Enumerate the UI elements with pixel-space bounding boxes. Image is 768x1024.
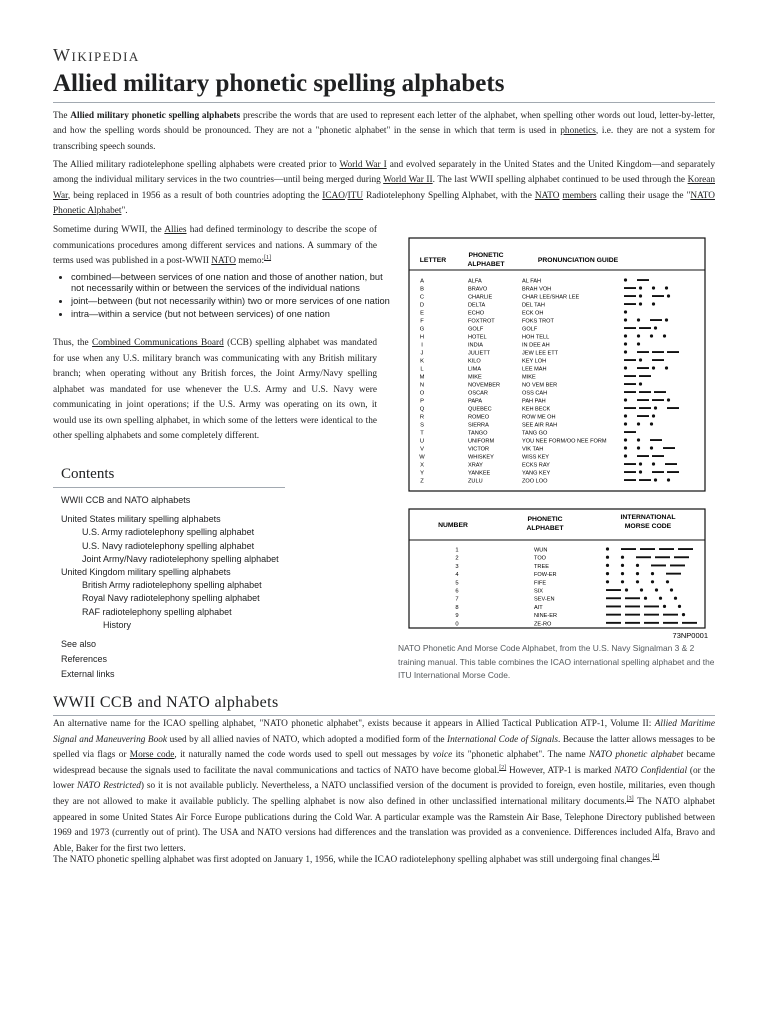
phonetic-word: QUEBEC [468, 406, 492, 413]
morse-dot [636, 572, 639, 575]
morse-dash [659, 548, 674, 550]
page-title: Allied military phonetic spelling alphabets [53, 70, 715, 103]
morse-dash [624, 391, 636, 393]
pronunciation: ECKS RAY [522, 462, 550, 469]
number-word: AIT [534, 604, 543, 611]
intro-paragraph-3: Sometime during WWII, the Allies had defined terminology to describe the scope of communications procedures among different services and nations. A summary of the terms used was published in a post-WWII NATO memo:[1] [53, 225, 377, 266]
morse-dash [663, 614, 678, 616]
phonetic-word: KILO [468, 358, 481, 365]
morse-dot [639, 286, 642, 289]
morse-dot [624, 342, 627, 345]
morse-dash [606, 622, 621, 624]
morse-dash [652, 455, 664, 457]
letter-cell: X [420, 462, 424, 469]
morse-dot [652, 414, 655, 417]
number-cell: 8 [455, 604, 459, 611]
morse-dash [624, 327, 636, 329]
number-cell: 4 [455, 572, 459, 579]
morse-dot [682, 613, 685, 616]
morse-dot [621, 556, 624, 559]
letter-cell: W [419, 454, 425, 461]
phonetic-word: OSCAR [468, 390, 488, 397]
number-word: ZE-RO [534, 621, 552, 628]
toc-item[interactable]: External links [61, 669, 115, 680]
figure-code: 73NP0001 [672, 631, 708, 639]
alphabet-table-image [398, 236, 716, 639]
morse-dash [639, 391, 651, 393]
phonetic-word: PAPA [468, 398, 483, 405]
morse-dash [663, 447, 675, 449]
morse-dot [606, 572, 609, 575]
pronunciation: SEE AIR RAH [522, 422, 558, 429]
header-phonetic-2: PHONETIC [527, 516, 563, 523]
morse-dash [678, 548, 693, 550]
header-letter: LETTER [419, 257, 447, 264]
morse-dash [674, 556, 689, 558]
letter-cell: P [420, 398, 424, 405]
morse-dash [644, 614, 659, 616]
link-nato[interactable]: NATO [534, 190, 560, 201]
phonetic-word: YANKEE [468, 470, 491, 477]
pronunciation: ROW ME OH [522, 414, 556, 421]
intro-paragraph-2: The Allied military radiotelephone spelling alphabets were created prior to World War I and evolved separately in the United States and the United Kingdom—and separately among the individual military services in the two countries—until being merged during World War II. The last WWII spelling alphabet continued to be used through the Korean War, being replaced in 1956 as a result of both countries adopting the ICAO/ITU Radiotelephony Spelling Alphabet, with the NATO members calling their usage the "NATO Phonetic Alphabet". [53, 160, 715, 216]
toc-item[interactable]: United States military spelling alphabets [61, 514, 221, 525]
morse-dot [650, 422, 653, 425]
morse-dash [655, 556, 670, 558]
morse-dash [624, 463, 636, 465]
morse-dash [624, 407, 636, 409]
morse-dot [665, 318, 668, 321]
morse-dash [667, 351, 679, 353]
toc-item[interactable]: See also [61, 639, 97, 650]
toc-item[interactable]: U.S. Army radiotelephony spelling alphabet [82, 527, 255, 538]
phonetic-word: XRAY [468, 462, 483, 469]
letter-cell: U [419, 438, 425, 445]
section-paragraph-1: An alternative name for the ICAO spelling alphabet, "NATO phonetic alphabet", exists because it appears in Allied Tactical Publication ATP-1, Volume II: Allied Maritime Signal and Maneuvering Book used by all allied navies of NATO, which adopted a modified form of the International Code of Signals. Because the latter allows messages to be spelled via flags or Morse code, it naturally named the code words used to spell out messages by voice its "phonetic alphabet". The name NATO phonetic alphabet became widespread because the signals used to facilitate the naval communications and tactics of NATO have become global.[2] However, ATP-1 is marked NATO Confidential (or the lower NATO Restricted) so it is not available publicly. Nevertheless, a NATO unclassified version of the document is provided to foreign, even hostile, militaries, even though they are not allowed to make it available publicly. The spelling alphabet is now also defined in other unclassified international military documents.[3] The NATO alphabet appeared in some United States Air Force Europe publications during the Cold War. A particular example was the Ramstein Air Base, Telephone Directory published between 1969 and 1973 (currently out of print). The USA and NATO versions had differences and the translation was provided as a convenience. Differences included Alfa, Bravo and Able, Baker for the first two letters. [53, 719, 715, 854]
morse-dot [606, 564, 609, 567]
header-alphabet: ALPHABET [467, 261, 505, 268]
pronunciation: ECK OH [522, 310, 544, 317]
number-word: SEV-EN [534, 596, 555, 603]
morse-dash [652, 399, 664, 401]
letter-cell: H [419, 334, 425, 341]
morse-dash [606, 614, 621, 616]
morse-dash [666, 573, 681, 575]
link-morse-code[interactable]: Morse code [129, 750, 175, 761]
number-word: TOO [534, 555, 547, 562]
morse-dot [624, 446, 627, 449]
morse-dot [637, 422, 640, 425]
morse-dash [652, 359, 664, 361]
terms-list [53, 272, 393, 322]
letter-cell: R [419, 414, 425, 421]
morse-dash [650, 319, 662, 321]
morse-dot [665, 366, 668, 369]
link-allies[interactable]: Allies [164, 225, 187, 235]
letter-cell: V [420, 446, 424, 453]
morse-dash [665, 463, 677, 465]
morse-dot [606, 580, 609, 583]
letter-cell: F [420, 318, 424, 325]
morse-dash [667, 471, 679, 473]
phonetic-word: SIERRA [468, 422, 489, 429]
morse-dash [644, 606, 659, 608]
morse-dot [624, 438, 627, 441]
morse-dash [639, 479, 651, 481]
morse-dot [639, 358, 642, 361]
morse-dash [682, 622, 697, 624]
pronunciation: MIKE [522, 374, 536, 381]
morse-dot [650, 446, 653, 449]
phonetic-word: ZULU [468, 478, 483, 485]
number-word: FIFE [534, 580, 547, 587]
pronunciation: GOLF [522, 326, 538, 333]
morse-dash [667, 407, 679, 409]
toc-item[interactable]: Royal Navy radiotelephony spelling alphabet [82, 593, 260, 604]
phonetic-word: LIMA [468, 366, 482, 373]
letter-cell: L [420, 366, 424, 373]
nato-alphabet-figure [398, 236, 716, 639]
morse-dot [678, 605, 681, 608]
number-cell: 0 [455, 621, 459, 628]
morse-dash [644, 622, 659, 624]
morse-dash [639, 375, 651, 377]
pronunciation: PAH PAH [522, 398, 546, 405]
morse-dot [652, 286, 655, 289]
letter-cell: S [420, 422, 424, 429]
phonetic-word: HOTEL [468, 334, 487, 341]
morse-dot [674, 597, 677, 600]
toc-item[interactable]: Joint Army/Navy radiotelephony spelling alphabet [82, 553, 279, 564]
morse-dash [639, 407, 651, 409]
morse-dot [639, 470, 642, 473]
pronunciation: YOU NEE FORM/OO NEE FORM [522, 438, 607, 445]
citation-2[interactable]: [2] [499, 764, 507, 771]
toc-item[interactable]: RAF radiotelephony spelling alphabet [82, 606, 232, 617]
morse-dot [621, 580, 624, 583]
wikipedia-wordmark[interactable]: Wikipedia [53, 45, 140, 65]
morse-dash [650, 439, 662, 441]
letter-cell: D [419, 302, 425, 309]
list-item: • combined—between services of one nation and those of another nation, but not necessarily within or between the services of the individual nations [71, 272, 393, 294]
morse-dash [625, 614, 640, 616]
morse-dot [624, 414, 627, 417]
morse-dash [624, 431, 636, 433]
letter-cell: A [420, 278, 424, 285]
letter-cell: C [419, 294, 425, 301]
phonetic-word: JULIETT [468, 350, 491, 357]
morse-dot [637, 342, 640, 345]
number-cell: 1 [455, 547, 459, 554]
bold-term: Allied military phonetic spelling alphabets [70, 111, 241, 121]
pronunciation: YANG KEY [522, 470, 551, 477]
toc-item[interactable]: WWII CCB and NATO alphabets [61, 495, 191, 505]
phonetic-word: GOLF [468, 326, 484, 333]
pronunciation: JEW LEE ETT [522, 350, 559, 357]
morse-dash [621, 548, 636, 550]
morse-dot [655, 588, 658, 591]
link-nato-phonetic-alphabet[interactable]: NATO Phonetic Alphabet [53, 190, 715, 216]
morse-dash [636, 556, 651, 558]
phonetic-word: MIKE [468, 374, 482, 381]
section-heading: WWII CCB and NATO alphabets [53, 694, 715, 716]
toc-item[interactable]: History [103, 619, 132, 630]
morse-dot [637, 334, 640, 337]
morse-dot [652, 462, 655, 465]
table-of-contents [53, 462, 285, 682]
section-paragraph-2: The NATO phonetic spelling alphabet was first adopted on January 1, 1956, while the ICAO radiotelephony spelling alphabet was still undergoing final changes.[4] [53, 853, 660, 865]
morse-dash [624, 479, 636, 481]
morse-dot [624, 366, 627, 369]
toc-title: Contents [53, 462, 285, 488]
number-word: SIX [534, 588, 544, 595]
morse-dot [621, 572, 624, 575]
header-morse-code: MORSE CODE [624, 523, 672, 530]
citation-3[interactable]: [3] [626, 795, 634, 802]
pronunciation: VIK TAH [522, 446, 544, 453]
morse-dot [670, 588, 673, 591]
pronunciation: HOH TELL [522, 334, 550, 341]
pronunciation: ZOO LOO [522, 478, 548, 485]
letter-cell: N [419, 382, 425, 389]
morse-dot [639, 294, 642, 297]
morse-dash [624, 359, 636, 361]
morse-dot [639, 462, 642, 465]
phonetic-word: DELTA [468, 302, 486, 309]
morse-dot [624, 398, 627, 401]
morse-dot [637, 318, 640, 321]
morse-dash [640, 548, 655, 550]
pronunciation: WISS KEY [522, 454, 550, 461]
link-itu[interactable]: ITU [347, 190, 364, 201]
morse-dot [637, 446, 640, 449]
phonetic-word: ECHO [468, 310, 485, 317]
number-cell: 3 [455, 563, 459, 570]
morse-dot [651, 580, 654, 583]
phonetic-word: BRAVO [468, 286, 488, 293]
letter-cell: M [419, 374, 425, 381]
morse-dash [637, 455, 649, 457]
pronunciation: AL FAH [522, 278, 542, 285]
morse-dash [624, 471, 636, 473]
toc-item[interactable]: United Kingdom military spelling alphabets [61, 567, 231, 578]
morse-dot [639, 382, 642, 385]
morse-dot [644, 597, 647, 600]
pronunciation: OSS CAH [522, 390, 548, 397]
morse-dash [663, 622, 678, 624]
number-cell: 9 [455, 613, 459, 620]
morse-dot [667, 294, 670, 297]
letter-cell: Y [420, 470, 424, 477]
number-cell: 6 [455, 588, 459, 595]
morse-dot [624, 278, 627, 281]
number-cell: 7 [455, 596, 459, 603]
link-combined-communications-board[interactable]: Combined Communications Board [92, 338, 224, 348]
morse-dot [639, 302, 642, 305]
morse-dot [651, 572, 654, 575]
citation-1[interactable]: [1] [264, 254, 272, 261]
morse-dot [625, 588, 628, 591]
link-world-war-1[interactable]: World War I [339, 160, 387, 170]
morse-dash [606, 597, 621, 599]
morse-dot [624, 422, 627, 425]
morse-dash [624, 303, 636, 305]
morse-dash [637, 399, 649, 401]
morse-dot [652, 302, 655, 305]
pronunciation: CHAR LEE/SHAR LEE [522, 294, 580, 301]
link-nato-memo[interactable]: NATO [211, 256, 236, 266]
morse-dash [625, 622, 640, 624]
phonetic-word: FOXTROT [468, 318, 495, 325]
morse-dot [667, 398, 670, 401]
morse-dot [624, 318, 627, 321]
pronunciation: FOKS TROT [522, 318, 554, 325]
phonetic-word: ROMEO [468, 414, 490, 421]
morse-dot [665, 286, 668, 289]
morse-dash [639, 327, 651, 329]
morse-dot [640, 588, 643, 591]
morse-dot [624, 350, 627, 353]
header-pronunciation: PRONUNCIATION GUIDE [537, 257, 619, 264]
morse-dash [625, 597, 640, 599]
morse-dot [650, 334, 653, 337]
morse-dot [636, 564, 639, 567]
morse-dash [637, 415, 649, 417]
morse-dot [636, 580, 639, 583]
phonetic-word: NOVEMBER [468, 382, 501, 389]
phonetic-word: WHISKEY [468, 454, 494, 461]
letter-cell: I [421, 342, 423, 349]
morse-dot [667, 478, 670, 481]
header-number: NUMBER [438, 522, 468, 529]
phonetic-word: TANGO [468, 430, 488, 437]
morse-dot [654, 406, 657, 409]
morse-dot [652, 366, 655, 369]
toc-item[interactable]: U.S. Navy radiotelephony spelling alphabet [82, 540, 255, 551]
letter-cell: B [420, 286, 424, 293]
header-alphabet-2: ALPHABET [526, 525, 564, 532]
pronunciation: BRAH VOH [522, 286, 552, 293]
morse-dash [637, 351, 649, 353]
phonetic-word: UNIFORM [468, 438, 495, 445]
morse-dot [654, 478, 657, 481]
letter-cell: Q [419, 406, 425, 413]
link-icao[interactable]: ICAO [322, 190, 345, 201]
letter-table-frame [409, 238, 705, 491]
number-word: FOW-ER [534, 572, 557, 579]
morse-dot [624, 454, 627, 457]
header-phonetic: PHONETIC [468, 252, 504, 259]
letter-cell: J [420, 350, 424, 357]
toc-item[interactable]: British Army radiotelephony spelling alphabet [82, 580, 262, 591]
morse-dot [666, 580, 669, 583]
morse-dash [624, 295, 636, 297]
morse-dash [652, 295, 664, 297]
morse-dot [654, 326, 657, 329]
morse-dash [652, 471, 664, 473]
phonetic-word: INDIA [468, 342, 483, 349]
phonetic-word: CHARLIE [468, 294, 493, 301]
link-phonetics[interactable]: phonetics [560, 126, 596, 137]
morse-dot [606, 556, 609, 559]
phonetic-word: ALFA [468, 278, 482, 285]
pronunciation: KEH BECK [522, 406, 551, 413]
morse-dot [663, 334, 666, 337]
number-word: TREE [534, 563, 549, 570]
morse-dash [606, 606, 621, 608]
number-cell: 2 [455, 555, 459, 562]
morse-dash [670, 565, 685, 567]
pronunciation: IN DEE AH [522, 342, 550, 349]
morse-dash [637, 367, 649, 369]
number-word: NINE-ER [534, 613, 557, 620]
toc-item[interactable]: References [61, 654, 108, 665]
morse-dash [624, 287, 636, 289]
morse-dash [652, 351, 664, 353]
morse-dash [654, 391, 666, 393]
morse-dot [659, 597, 662, 600]
pronunciation: TANG GO [522, 430, 548, 437]
link-world-war-2[interactable]: World War II [383, 175, 433, 186]
letter-cell: G [419, 326, 425, 333]
morse-dash [651, 565, 666, 567]
phonetic-word: VICTOR [468, 446, 490, 453]
letter-cell: E [420, 310, 424, 317]
link-members[interactable]: members [562, 190, 597, 201]
pronunciation: DEL TAH [522, 302, 545, 309]
list-item: • joint—between (but not necessarily within) two or more services of one nation [71, 296, 393, 307]
pronunciation: KEY LOH [522, 358, 547, 365]
figure-caption: NATO Phonetic And Morse Code Alphabet, from the U.S. Navy Signalman 3 & 2 training manual. This table combines the ICAO international spelling alphabet and the ITU International Morse Code. [398, 643, 715, 680]
letter-cell: T [420, 430, 424, 437]
letter-cell: O [419, 390, 425, 397]
header-international: INTERNATIONAL [620, 514, 676, 521]
intro-paragraph-4: Thus, the Combined Communications Board (CCB) spelling alphabet was mandated for use when any U.S. military branch was communicating with any British military branch; when operating without any British forces, the Joint Army/Navy spelling alphabet was mandated for use whenever the U.S. Army and U.S. Navy were communicating in joint operations; if the U.S. Army was operating on its own, it would use its own spelling alphabet, in which some of the letters were identical to the other spelling alphabets and some completely different. [53, 338, 377, 441]
list-item: • intra—within a service (but not between services) of one nation [71, 309, 393, 320]
morse-dash [637, 279, 649, 281]
pronunciation: LEE MAH [522, 366, 547, 373]
morse-dot [637, 438, 640, 441]
morse-dash [624, 375, 636, 377]
pronunciation: NO VEM BER [522, 382, 558, 389]
citation-4[interactable]: [4] [652, 853, 660, 860]
morse-dot [624, 334, 627, 337]
morse-dot [624, 310, 627, 313]
intro-paragraph-1: The Allied military phonetic spelling alphabets prescribe the words that are used to represent each letter of the alphabet, when spelling other words out loud, letter-by-letter, and how the spelling words should be pronounced. They are not a "phonetic alphabet" in the sense in which that term is used in phonetics, i.e. they are not a system for transcribing speech sounds. [53, 111, 715, 152]
morse-dot [606, 547, 609, 550]
letter-cell: Z [420, 478, 424, 485]
morse-dot [663, 605, 666, 608]
morse-dot [621, 564, 624, 567]
number-word: WUN [534, 547, 548, 554]
link-korean-war[interactable]: Korean War [53, 175, 715, 201]
morse-dash [625, 606, 640, 608]
morse-dash [606, 589, 621, 591]
letter-cell: K [420, 358, 424, 365]
number-cell: 5 [455, 580, 459, 587]
morse-dash [624, 383, 636, 385]
